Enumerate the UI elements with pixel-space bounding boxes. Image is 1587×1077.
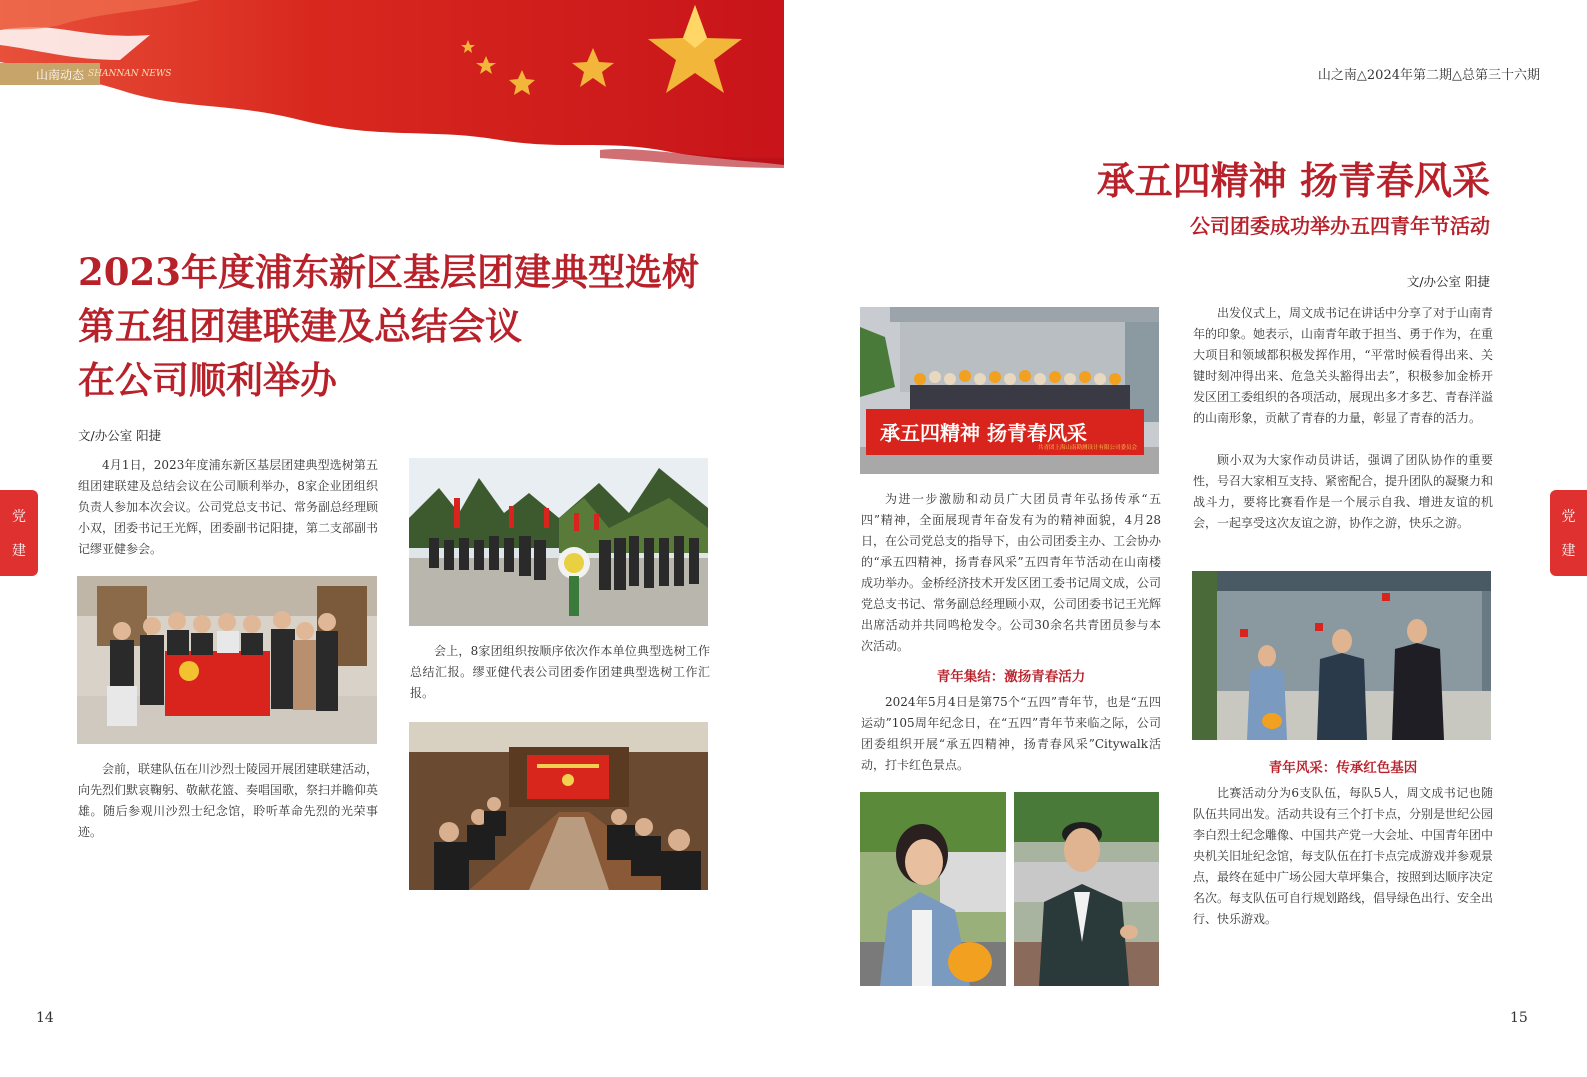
banner-text: 承五四精神 扬青春风采 (880, 421, 1087, 445)
left-byline: 文/办公室 阳捷 (78, 428, 162, 443)
photo-cemetery-ceremony (409, 458, 708, 626)
side-tab-left (0, 490, 38, 576)
right-paragraph: 顾小双为大家作动员讲话，强调了团队协作的重要性，号召大家相互支持、紧密配合，提升团队的凝聚力和战斗力，要将比赛看作是一个展示自我、增进友谊的机会，一起享受这次友谊之游，协作之游，快乐之游。 (1193, 453, 1494, 530)
photo-group-cheering (1192, 571, 1491, 740)
right-article-title: 承五四精神 扬青春风采 (1096, 158, 1490, 203)
banner-subtext: 共青团上海山南勘测设计有限公司委员会 (1038, 445, 1138, 451)
section-tag (0, 63, 180, 85)
right-byline: 文/办公室 阳捷 (1406, 274, 1490, 289)
right-article-subtitle: 公司团委成功举办五四青年节活动 (1190, 214, 1490, 238)
photo-woman-speaking (860, 792, 1006, 986)
subhead-youth-gathering: 青年集结：激扬青春活力 (936, 669, 1086, 685)
side-tab-char: 建 (1561, 543, 1576, 559)
left-title-line: 在公司顺利举办 (78, 358, 337, 402)
left-paragraph: 会上，8家团组织按顺序依次作本单位典型选树工作总结汇报。缪亚健代表公司团委作团建典型选树工作汇报。 (410, 644, 710, 700)
flag-banner (0, 0, 800, 175)
section-tag-cn: 山南动态 (36, 67, 85, 82)
right-paragraph: 比赛活动分为6支队伍，每队5人，周文成书记也随队伍共同出发。活动共设有三个打卡点，分别是世纪公园李白烈士纪念雕像、中国共产党一大会址、中国青年团中央机关旧址纪念馆，每支队伍在打卡点完成游戏并参观景点，最终在延中广场公园大草坪集合，按照到达顺序决定名次。每支队伍可自行规划路线，倡导绿色出行、安全出行、快乐游戏。 (1193, 786, 1494, 926)
page-number-left: 14 (36, 1010, 54, 1026)
photo-meeting-room (409, 722, 708, 890)
left-article-title (78, 245, 758, 407)
flag-banner-graphic (0, 0, 800, 175)
photo-man-speaking (1014, 792, 1159, 986)
left-title-line: 第五组团建联建及总结会议 (78, 304, 522, 348)
photo-group-flag (77, 576, 377, 744)
left-paragraph: 会前，联建队伍在川沙烈士陵园开展团建联建活动，向先烈们默哀鞠躬、敬献花篮、奏唱国歌，祭扫并瞻仰英雄。随后参观川沙烈士纪念馆，聆听革命先烈的光荣事迹。 (78, 762, 379, 839)
side-tab-right (1550, 490, 1587, 576)
side-tab-char: 党 (1561, 509, 1576, 525)
left-paragraph: 4月1日，2023年度浦东新区基层团建典型选树第五组团建联建及总结会议在公司顺利举办，8家企业团组织负责人参加本次会议。公司党总支书记、常务副总经理顾小双，团委书记王光辉，团委副书记阳捷，第二支部副书记缪亚健参会。 (78, 458, 379, 556)
page-number-right: 15 (1510, 1010, 1528, 1026)
right-paragraph: 为进一步激励和动员广大团员青年弘扬传承“五四”精神，全面展现青年奋发有为的精神面貌，4月28日，在公司党总支的指导下，由公司团委主办、工会协办的“承五四精神，扬青春风采”五四青年节活动在山南楼成功举办。金桥经济技术开发区团工委书记周文成，公司党总支书记、常务副总经理顾小双，公司团委书记王光辉出席活动并共同鸣枪发令。公司30余名共青团员参与本次活动。 (861, 492, 1162, 653)
side-tab-char: 建 (12, 543, 26, 559)
left-title-line: 2023年度浦东新区基层团建典型选树 (78, 250, 699, 294)
photo-group-banner (860, 307, 1159, 474)
section-tag-en: SHANNAN NEWS (88, 69, 172, 79)
issue-info: 山之南△2024年第二期△总第三十六期 (1317, 68, 1540, 83)
right-paragraph: 出发仪式上，周文成书记在讲话中分享了对于山南青年的印象。她表示，山南青年敢于担当、勇于作为，在重大项目和领域都积极发挥作用，“平常时候看得出来、关键时刻冲得出来、危急关头豁得出去”，积极参加金桥开发区团工委组织的各项活动，展现出多才多艺、青春洋溢的山南形象，贡献了青春的力量，彰显了青春的活力。 (1193, 306, 1494, 425)
right-paragraph: 2024年5月4日是第75个“五四”青年节，也是“五四运动”105周年纪念日，在“五四”青年节来临之际，公司团委组织开展“承五四精神，扬青春风采”Citywalk活动，打卡红色景点。 (861, 695, 1161, 772)
subhead-youth-style: 青年风采：传承红色基因 (1268, 760, 1418, 776)
side-tab-char: 党 (12, 509, 26, 525)
